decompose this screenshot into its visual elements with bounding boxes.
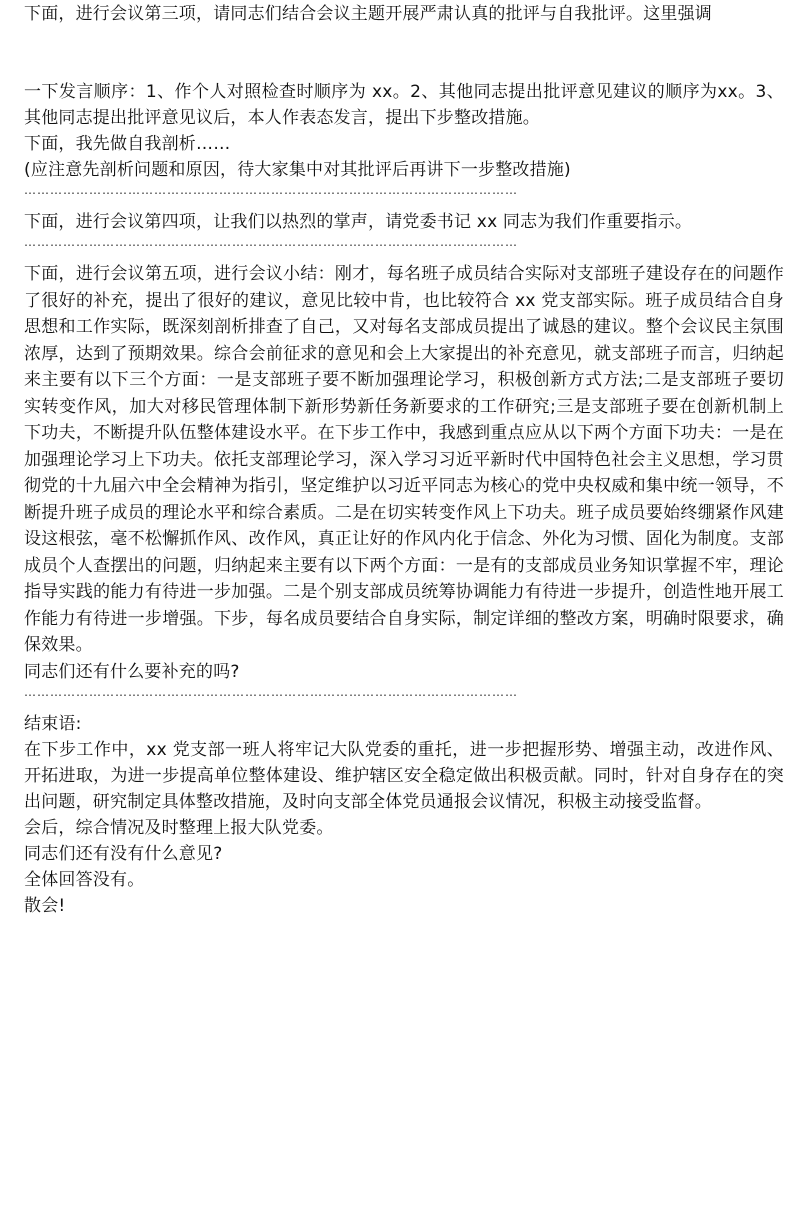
paragraph-speaking-order: 一下发言顺序：1、作个人对照检查时顺序为 xx。2、其他同志提出批评意见建议的顺序为xx。3、其他同志提出批评意见议后，本人作表态发言，提出下步整改措施。 bbox=[24, 82, 784, 128]
dotted-separator: …………………………………………………………………………………………………… bbox=[24, 183, 518, 197]
paragraph-after-meeting: 会后，综合情况及时整理上报大队党委。 bbox=[24, 817, 334, 838]
paragraph-closing-title: 结束语: bbox=[24, 713, 82, 734]
dotted-separator: …………………………………………………………………………………………………… bbox=[24, 235, 518, 249]
paragraph-question-supplement: 同志们还有什么要补充的吗? bbox=[24, 661, 240, 682]
paragraph-note: (应注意先剖析问题和原因，待大家集中对其批评后再讲下一步整改措施) bbox=[24, 160, 571, 180]
paragraph-dismiss: 散会! bbox=[24, 895, 66, 916]
paragraph-item-four: 下面，进行会议第四项，让我们以热烈的掌声，请党委书记 xx 同志为我们作重要指示。 bbox=[24, 212, 693, 232]
paragraph-closing-remarks: 在下步工作中，xx 党支部一班人将牢记大队党委的重托，进一步把握形势、增强主动，改进作风、开拓进取，为进一步提高单位整体建设、维护辖区安全稳定做出积极贡献。同时，针对自身存在的突出问题，研究制定具体整改措施，及时向支部全体党员通报会议情况，积极主动接受监督。 bbox=[24, 739, 784, 812]
paragraph-item-three: 下面，进行会议第三项，请同志们结合会议主题开展严肃认真的批评与自我批评。这里强调 bbox=[24, 4, 712, 24]
paragraph-question-opinions: 同志们还有没有什么意见? bbox=[24, 843, 223, 864]
document-body bbox=[24, 0, 784, 919]
blank-gap bbox=[24, 27, 784, 79]
dotted-separator: …………………………………………………………………………………………………… bbox=[24, 684, 518, 699]
paragraph-self-analysis: 下面，我先做自我剖析…… bbox=[24, 134, 231, 154]
paragraph-item-five-summary: 下面，进行会议第五项，进行会议小结：刚才，每名班子成员结合实际对支部班子建设存在的问题作了很好的补充，提出了很好的建议，意见比较中肯，也比较符合 xx 党支部实际。班子成员结合自身思想和工作实际，既深刻剖析排查了自己，又对每名支部成员提出了诚恳的建议。整个会议民主氛围浓厚，达到了预期效果。综合会前征求的意见和会上大家提出的补充意见，就支部班子而言，归纳起来主要有以下三个方面：一是支部班子要不断加强理论学习，积极创新方式方法;二是支部班子要切实转变作风，加大对移民管理体制下新形势新任务新要求的工作研究;三是支部班子要在创新机制上下功夫，不断提升队伍整体建设水平。在下步工作中，我感到重点应从以下两个方面下功夫：一是在加强理论学习上下功夫。依托支部理论学习，深入学习习近平新时代中国特色社会主义思想，学习贯彻党的十九届六中全会精神为指引，坚定维护以习近平同志为核心的党中央权威和集中统一领导，不断提升班子成员的理论水平和综合素质。二是在切实转变作风上下功夫。班子成员要始终绷紧作风建设这根弦，毫不松懈抓作风、改作风，真正让好的作风内化于信念、外化为习惯、固化为制度。支部成员个人查摆出的问题，归纳起来主要有以下两个方面：一是有的支部成员业务知识掌握不牢，理论指导实践的能力有待进一步加强。二是个别支部成员统筹协调能力有待进一步提升，创造性地开展工作能力有待进一步增强。下步，每名成员要结合自身实际，制定详细的整改方案，明确时限要求，确保效果。 bbox=[24, 264, 784, 655]
paragraph-answer: 全体回答没有。 bbox=[24, 869, 145, 890]
